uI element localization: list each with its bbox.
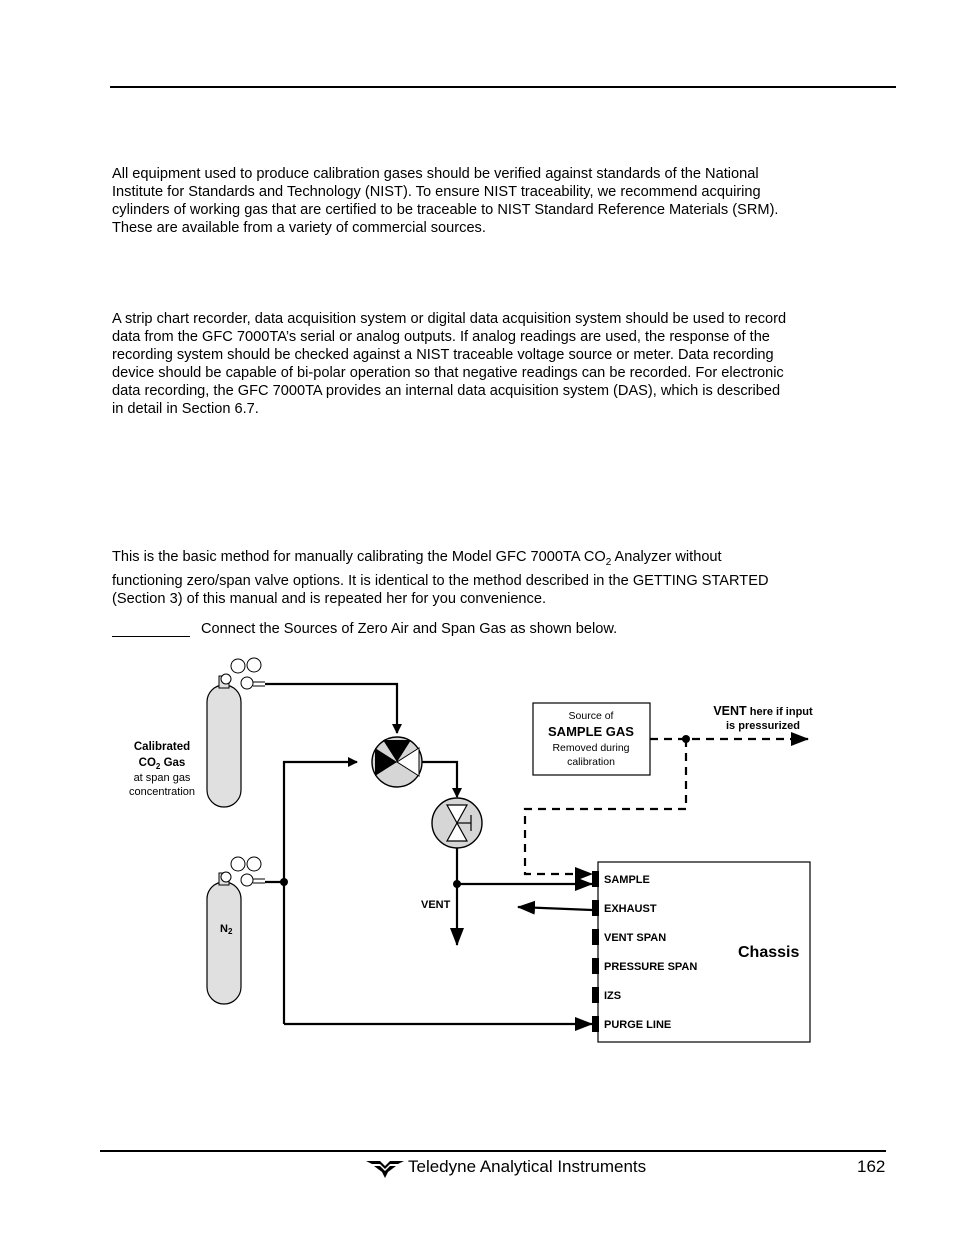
text-line: functioning zero/span valve options. It is identical to the method described in the GETTING STARTED bbox=[112, 572, 769, 589]
port-fitting bbox=[592, 900, 599, 916]
regulator-gauge-icon bbox=[231, 857, 245, 871]
span-cylinder-note: concentration bbox=[128, 786, 196, 798]
text-line: in detail in Section 6.7. bbox=[112, 401, 259, 417]
text-line: data recording, the GFC 7000TA provides an internal data acquisition system (DAS), which is described bbox=[112, 383, 781, 399]
needle-valve-icon bbox=[432, 798, 482, 848]
regulator-gauge-icon bbox=[241, 874, 253, 886]
regulator-gauge-icon bbox=[221, 674, 231, 684]
span-gas-cylinder bbox=[207, 658, 265, 807]
text-line: (Section 3) of this manual and is repeated her for you convenience. bbox=[112, 590, 547, 607]
text-span: Analyzer without bbox=[611, 549, 722, 565]
port-label-exhaust: EXHAUST bbox=[604, 903, 657, 915]
chassis-label: Chassis bbox=[738, 944, 800, 961]
teledyne-logo-icon bbox=[366, 1157, 404, 1179]
step-instruction: Connect the Sources of Zero Air and Span Gas as shown below. bbox=[201, 621, 618, 637]
span-cylinder-label: Calibrated bbox=[133, 741, 191, 753]
port-label-izs: IZS bbox=[604, 990, 622, 1002]
zero-cylinder-label: N2 bbox=[220, 923, 233, 936]
chassis-rear-panel bbox=[592, 862, 810, 1042]
port-fitting bbox=[592, 871, 599, 887]
regulator-gauge-icon bbox=[231, 659, 245, 673]
vent-note: VENT here if input bbox=[713, 704, 813, 718]
regulator-gauge-icon bbox=[241, 677, 253, 689]
span-cylinder-gas-label: $CO_2$ Gas bbox=[138, 757, 186, 771]
regulator-gauge-icon bbox=[247, 658, 261, 672]
port-label-vent-span: VENT SPAN bbox=[604, 932, 667, 944]
sample-source-note: Removed during bbox=[552, 742, 630, 754]
three-way-valve-icon bbox=[372, 737, 422, 787]
port-fitting bbox=[592, 987, 599, 1003]
regulator-gauge-icon bbox=[221, 872, 231, 882]
port-fitting bbox=[592, 958, 599, 974]
text-line: These are available from a variety of commercial sources. bbox=[112, 220, 486, 236]
vent-note-line2: is pressurized bbox=[726, 720, 800, 732]
zero-to-valve-line bbox=[284, 762, 357, 1024]
port-label-purge-line: PURGE LINE bbox=[604, 1019, 672, 1031]
span-gas-line bbox=[265, 684, 397, 733]
sample-gas-source-box bbox=[533, 703, 650, 775]
port-label-sample: SAMPLE bbox=[604, 874, 650, 886]
text-line: A strip chart recorder, data acquisition system or digital data acquisition system should be used to record bbox=[112, 311, 787, 327]
span-cylinder-note: at span gas bbox=[133, 772, 191, 784]
text-line: cylinders of working gas that are certified to be traceable to NIST Standard Reference Materials (SRM). bbox=[112, 202, 779, 218]
regulator-gauge-icon bbox=[247, 857, 261, 871]
port-label-pressure-span: PRESSURE SPAN bbox=[604, 961, 698, 973]
text-span: This is the basic method for manually calibrating the Model GFC 7000TA CO bbox=[112, 549, 606, 565]
footer-rule bbox=[100, 1150, 886, 1152]
subscript: 2 bbox=[605, 556, 612, 568]
text-line: data from the GFC 7000TA’s serial or analog outputs. If analog readings are used, the response of the bbox=[112, 329, 770, 345]
vent-label: VENT bbox=[421, 899, 451, 911]
text-line: All equipment used to produce calibration gases should be verified against standards of the National bbox=[112, 166, 759, 182]
sample-source-label: Source of bbox=[568, 710, 614, 722]
exhaust-line bbox=[518, 907, 592, 910]
zero-gas-cylinder bbox=[207, 857, 265, 1004]
text-line: recording system should be checked against a NIST traceable voltage source or meter. Data recording bbox=[112, 347, 774, 363]
port-fitting bbox=[592, 929, 599, 945]
sample-source-note: calibration bbox=[567, 756, 615, 768]
text-line: device should be capable of bi-polar operation so that negative readings can be recorded. For electronic bbox=[112, 365, 784, 381]
port-fitting bbox=[592, 1016, 599, 1032]
valve-to-valve-line bbox=[422, 762, 457, 797]
text-line: Institute for Standards and Technology (NIST). To ensure NIST traceability, we recommend acquiring bbox=[112, 184, 761, 200]
page-number: 162 bbox=[857, 1157, 886, 1176]
sample-source-title: SAMPLE GAS bbox=[548, 724, 634, 739]
footer-company-name: Teledyne Analytical Instruments bbox=[408, 1157, 647, 1176]
